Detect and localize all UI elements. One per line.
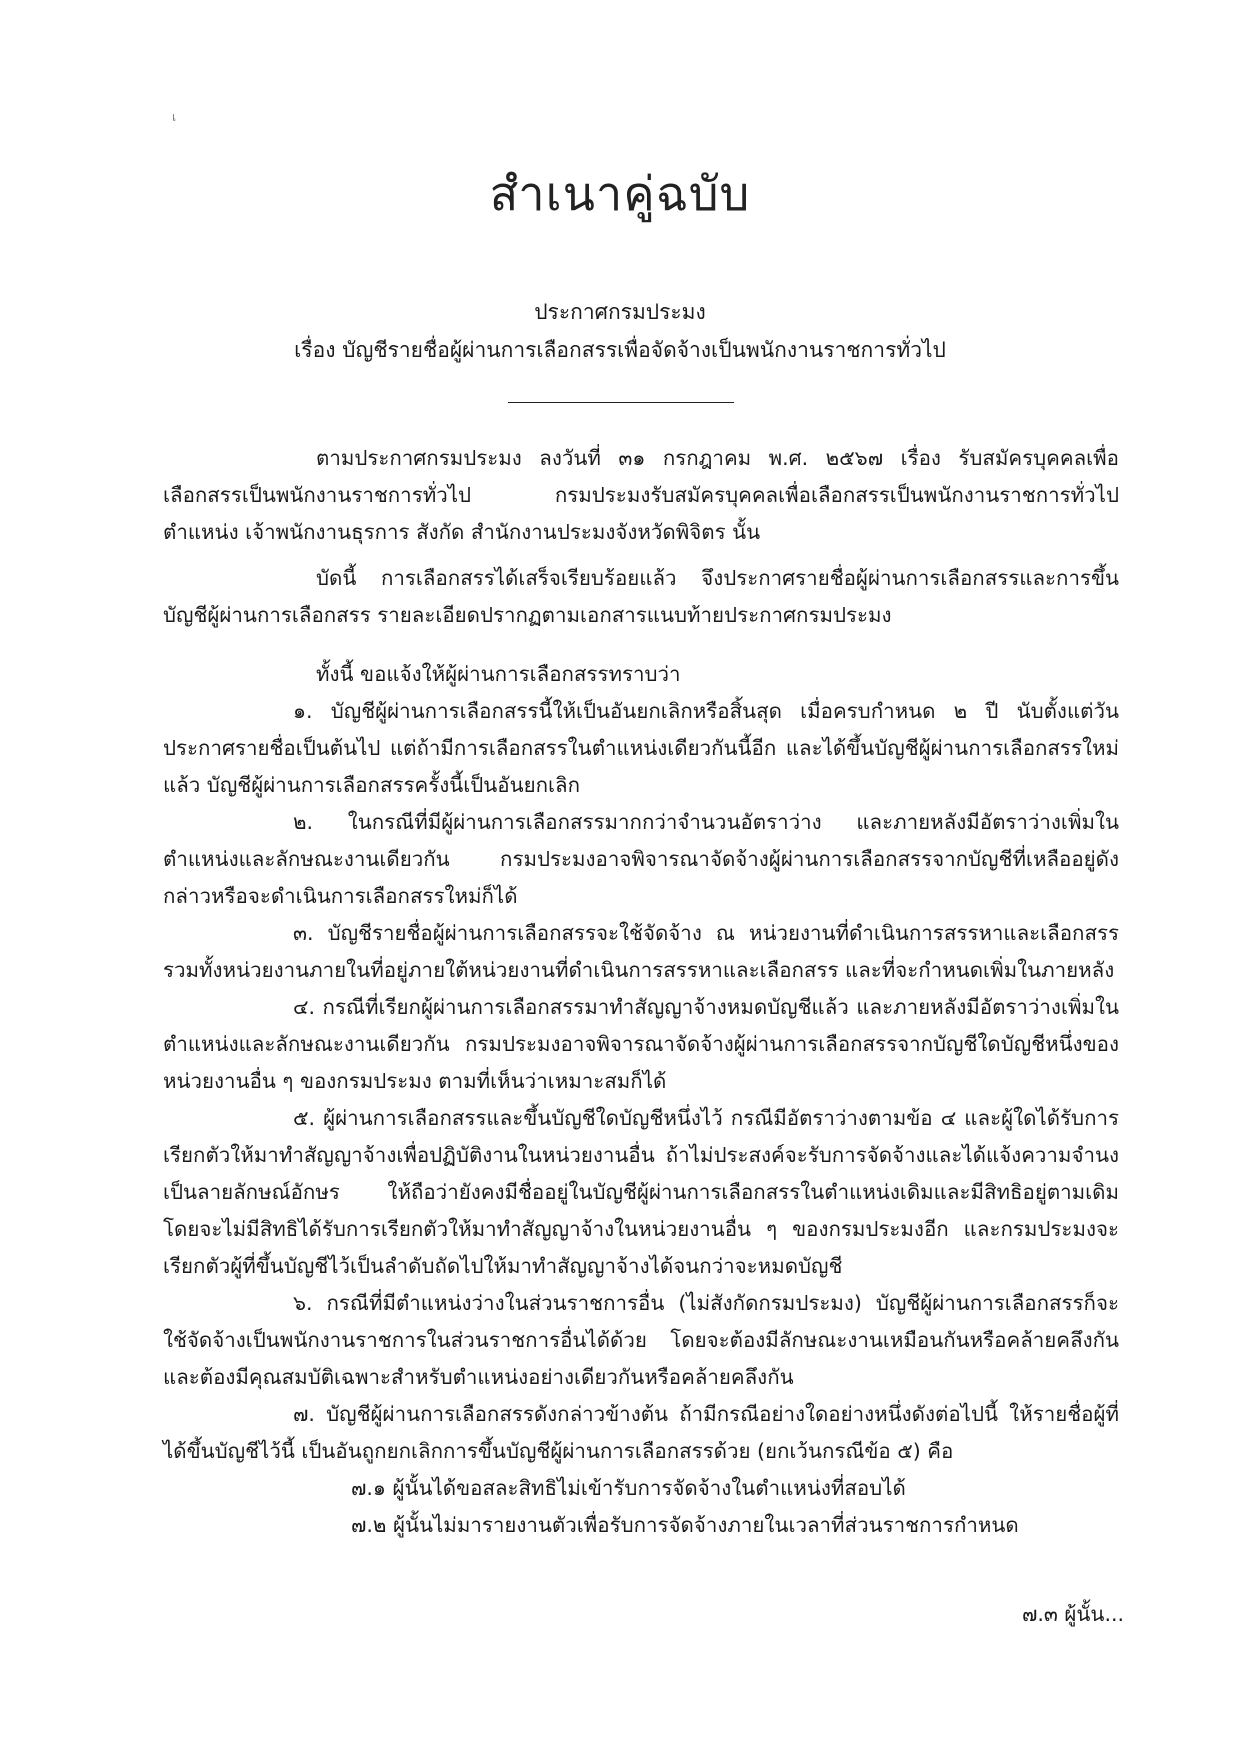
corner-mark: เ: [172, 110, 177, 124]
list-item-6: ๖. กรณีที่มีตำแหน่งว่างในส่วนราชการอื่น (ไม่สังกัดกรมประมง) บัญชีผู้ผ่านการเลือกสรรก็จะใช้จัดจ้างเป็นพนักงานราชการในส่วนราชการอื่นได้ด้วย โดยจะต้องมีลักษณะงานเหมือนกันหรือคล้ายคลึงกันและต้องมีคุณสมบัติเฉพาะสำหรับตำแหน่งอย่างเดียวกันหรือคล้ายคลึงกัน: [163, 1291, 1119, 1389]
announcement-subject: เรื่อง บัญชีรายชื่อผู้ผ่านการเลือกสรรเพื่อจัดจ้างเป็นพนักงานราชการทั่วไป: [294, 338, 946, 362]
list-item-2: ๒. ในกรณีที่มีผู้ผ่านการเลือกสรรมากกว่าจำนวนอัตราว่าง และภายหลังมีอัตราว่างเพิ่มในตำแหน่งและลักษณะงานเดียวกัน กรมประมงอาจพิจารณาจัดจ้างผู้ผ่านการเลือกสรรจากบัญชีที่เหลืออยู่ดังกล่าวหรือจะดำเนินการเลือกสรรใหม่ก็ได้: [163, 810, 1119, 908]
list-item-7: ๗. บัญชีผู้ผ่านการเลือกสรรดังกล่าวข้างต้น ถ้ามีกรณีอย่างใดอย่างหนึ่งดังต่อไปนี้ ให้รายชื่อผู้ที่ได้ขึ้นบัญชีไว้นี้ เป็นอันถูกยกเลิกการขึ้นบัญชีผู้ผ่านการเลือกสรรด้วย (ยกเว้นกรณีข้อ ๕) คือ: [163, 1402, 1119, 1463]
intro-paragraph: ตามประกาศกรมประมง ลงวันที่ ๓๑ กรกฎาคม พ.ศ. ๒๕๖๗ เรื่อง รับสมัครบุคคลเพื่อเลือกสรรเป็นพนักงานราชการทั่วไป กรมประมงรับสมัครบุคคลเพื่อเลือกสรรเป็นพนักงานราชการทั่วไป ตำแหน่ง เจ้าพนักงานธุรการ สังกัด สำนักงานประมงจังหวัดพิจิตร นั้น: [163, 446, 1119, 544]
list-item-3: ๓. บัญชีรายชื่อผู้ผ่านการเลือกสรรจะใช้จัดจ้าง ณ หน่วยงานที่ดำเนินการสรรหาและเลือกสรร รวมทั้งหน่วยงานภายในที่อยู่ภายใต้หน่วยงานที่ดำเนินการสรรหาและเลือกสรร และที่จะกำหนดเพิ่มในภายหลัง: [163, 921, 1119, 982]
document-body: [163, 440, 1119, 1544]
list-item-1: ๑. บัญชีผู้ผ่านการเลือกสรรนี้ให้เป็นอันยกเลิกหรือสิ้นสุด เมื่อครบกำหนด ๒ ปี นับตั้งแต่วันประกาศรายชื่อเป็นต้นไป แต่ถ้ามีการเลือกสรรในตำแหน่งเดียวกันนี้อีก และได้ขึ้นบัญชีผู้ผ่านการเลือกสรรใหม่แล้ว บัญชีผู้ผ่านการเลือกสรรครั้งนี้เป็นอันยกเลิก: [163, 699, 1119, 797]
list-item-4: ๔. กรณีที่เรียกผู้ผ่านการเลือกสรรมาทำสัญญาจ้างหมดบัญชีแล้ว และภายหลังมีอัตราว่างเพิ่มในตำแหน่งและลักษณะงานเดียวกัน กรมประมงอาจพิจารณาจัดจ้างผู้ผ่านการเลือกสรรจากบัญชีใดบัญชีหนึ่งของหน่วยงานอื่น ๆ ของกรมประมง ตามที่เห็นว่าเหมาะสมก็ได้: [163, 995, 1119, 1093]
announcement-heading: ประกาศกรมประมง: [534, 300, 706, 324]
notice-paragraph: ทั้งนี้ ขอแจ้งให้ผู้ผ่านการเลือกสรรทราบว่า: [316, 662, 681, 686]
heading-divider: [508, 402, 734, 403]
copy-stamp: สำเนาคู่ฉบับ: [489, 167, 751, 222]
sub-item-7-2: ๗.๒ ผู้นั้นไม่มารายงานตัวเพื่อรับการจัดจ้างภายในเวลาที่ส่วนราชการกำหนด: [351, 1513, 1019, 1537]
announcement-paragraph: บัดนี้ การเลือกสรรได้เสร็จเรียบร้อยแล้ว จึงประกาศรายชื่อผู้ผ่านการเลือกสรรและการขึ้นบัญชีผู้ผ่านการเลือกสรร รายละเอียดปรากฏตามเอกสารแนบท้ายประกาศกรมประมง: [163, 566, 1119, 627]
continuation-marker: ๗.๓ ผู้นั้น...: [1021, 1602, 1124, 1626]
sub-item-7-1: ๗.๑ ผู้นั้นได้ขอสละสิทธิไม่เข้ารับการจัดจ้างในตำแหน่งที่สอบได้: [351, 1476, 906, 1500]
list-item-5: ๕. ผู้ผ่านการเลือกสรรและขึ้นบัญชีใดบัญชีหนึ่งไว้ กรณีมีอัตราว่างตามข้อ ๔ และผู้ใดได้รับการเรียกตัวให้มาทำสัญญาจ้างเพื่อปฏิบัติงานในหน่วยงานอื่น ถ้าไม่ประสงค์จะรับการจัดจ้างและได้แจ้งความจำนงเป็นลายลักษณ์อักษร ให้ถือว่ายังคงมีชื่ออยู่ในบัญชีผู้ผ่านการเลือกสรรในตำแหน่งเดิมและมีสิทธิอยู่ตามเดิม โดยจะไม่มีสิทธิได้รับการเรียกตัวให้มาทำสัญญาจ้างในหน่วยงานอื่น ๆ ของกรมประมงอีก และกรมประมงจะเรียกตัวผู้ที่ขึ้นบัญชีไว้เป็นลำดับถัดไปให้มาทำสัญญาจ้างได้จนกว่าจะหมดบัญชี: [163, 1106, 1119, 1278]
